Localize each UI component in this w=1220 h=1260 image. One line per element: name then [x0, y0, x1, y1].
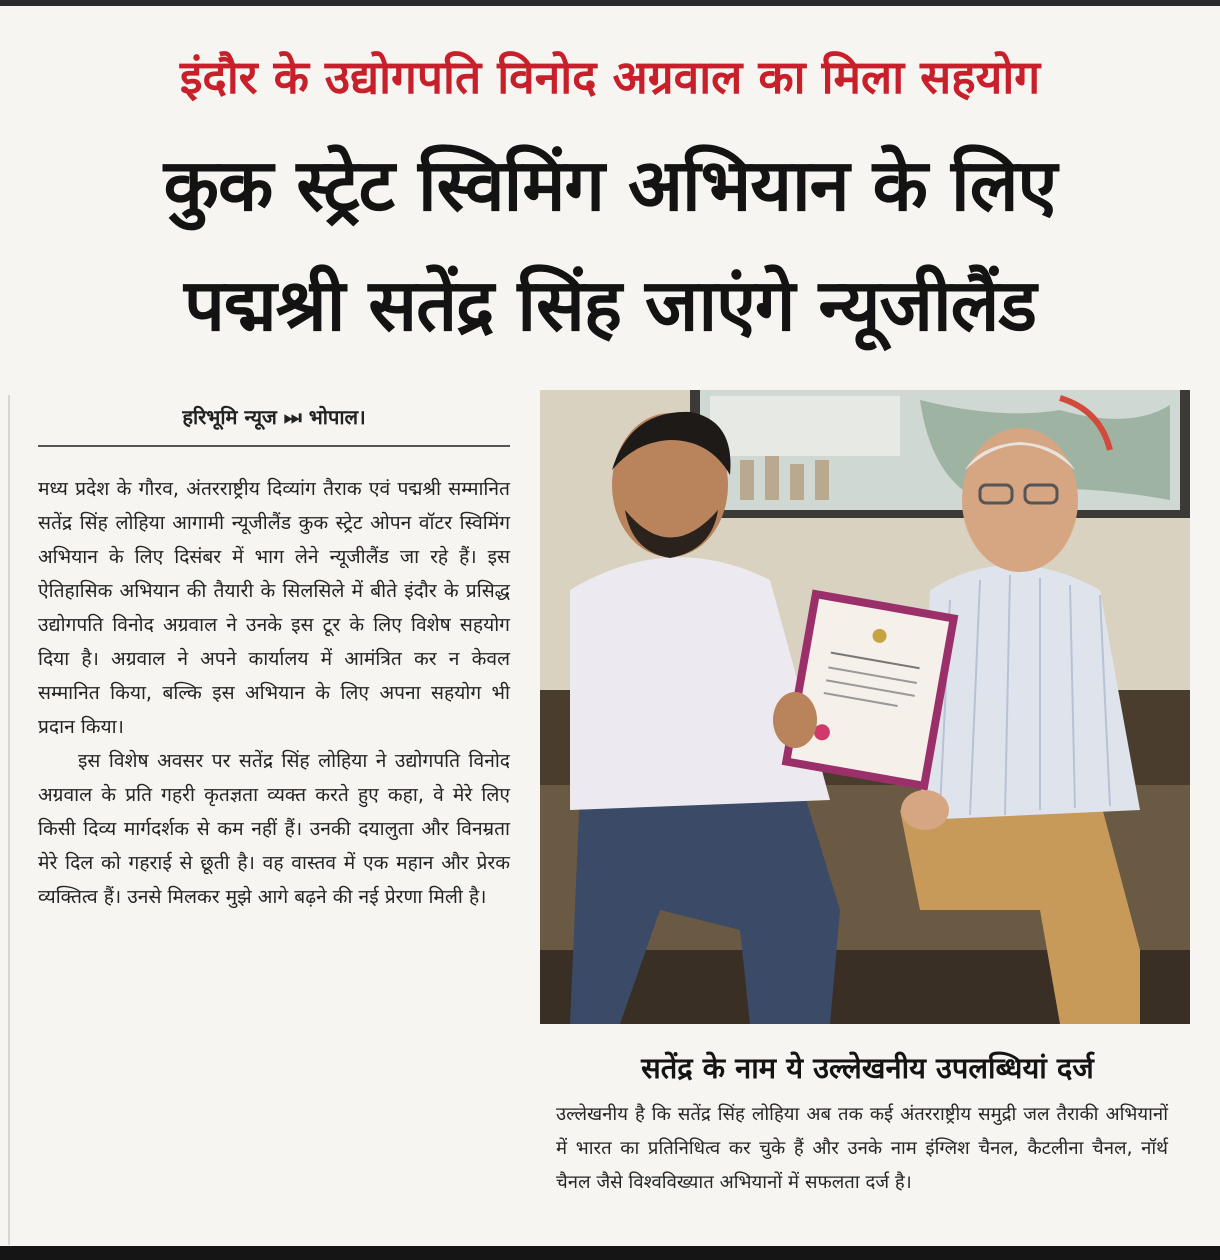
page-bottom-edge	[0, 1246, 1220, 1260]
article-paragraph-2: इस विशेष अवसर पर सतेंद्र सिंह लोहिया ने उद्योगपति विनोद अग्रवाल के प्रति गहरी कृतज्ञता व्यक्त करते हुए कहा, वे मेरे लिए किसी दिव्य मार्गदर्शक से कम नहीं हैं। उनकी दयालुता और विनम्रता मेरे दिल को गहराई से छूती है। वह वास्तव में एक महान और प्रेरक व्यक्तित्व हैं। उनसे मिलकर मुझे आगे बढ़ने की नई प्रेरणा मिली है।	[38, 749, 510, 908]
column-edge-line	[8, 395, 10, 1245]
news-photo	[540, 390, 1190, 1024]
page-top-edge	[0, 0, 1220, 6]
headline-line-2: पद्मश्री सतेंद्र सिंह जाएंगे न्यूजीलैंड	[184, 263, 1036, 347]
photo-illustration	[540, 390, 1190, 1024]
byline-rule	[38, 445, 510, 447]
subheadline: सतेंद्र के नाम ये उल्लेखनीय उपलब्धियां दर्ज	[641, 1051, 1094, 1085]
headline-line-1: कुक स्ट्रेट स्विमिंग अभियान के लिए	[163, 143, 1057, 227]
kicker-headline: इंदौर के उद्योगपति विनोद अग्रवाल का मिला सहयोग	[179, 50, 1041, 104]
article-paragraph-1: मध्य प्रदेश के गौरव, अंतरराष्ट्रीय दिव्यांग तैराक एवं पद्मश्री सम्मानित सतेंद्र सिंह लोहिया आगामी न्यूजीलैंड कुक स्ट्रेट ओपन वॉटर स्विमिंग अभियान के लिए दिसंबर में भाग लेने न्यूजीलैंड जा रहे हैं। इस ऐतिहासिक अभियान की तैयारी के सिलसिले में बीते इंदौर के प्रसिद्ध उद्योगपति विनोद अग्रवाल ने उनके इस टूर के लिए विशेष सहयोग दिया है। अग्रवाल ने अपने कार्यालय में आमंत्रित कर न केवल सम्मानित किया, बल्कि इस अभियान के लिए अपना सहयोग भी प्रदान किया।	[38, 477, 510, 738]
byline: हरिभूमि न्यूज ⏭ भोपाल।	[182, 405, 366, 429]
article-body	[38, 472, 510, 914]
photo-caption-text: उल्लेखनीय है कि सतेंद्र सिंह लोहिया अब तक कई अंतरराष्ट्रीय समुद्री जल तैराकी अभियानों में भारत का प्रतिनिधित्व कर चुके हैं और उनके नाम इंग्लिश चैनल, कैटलीना चैनल, नॉर्थ चैनल जैसे विश्वविख्यात अभियानों में सफलता दर्ज है।	[556, 1104, 1168, 1193]
